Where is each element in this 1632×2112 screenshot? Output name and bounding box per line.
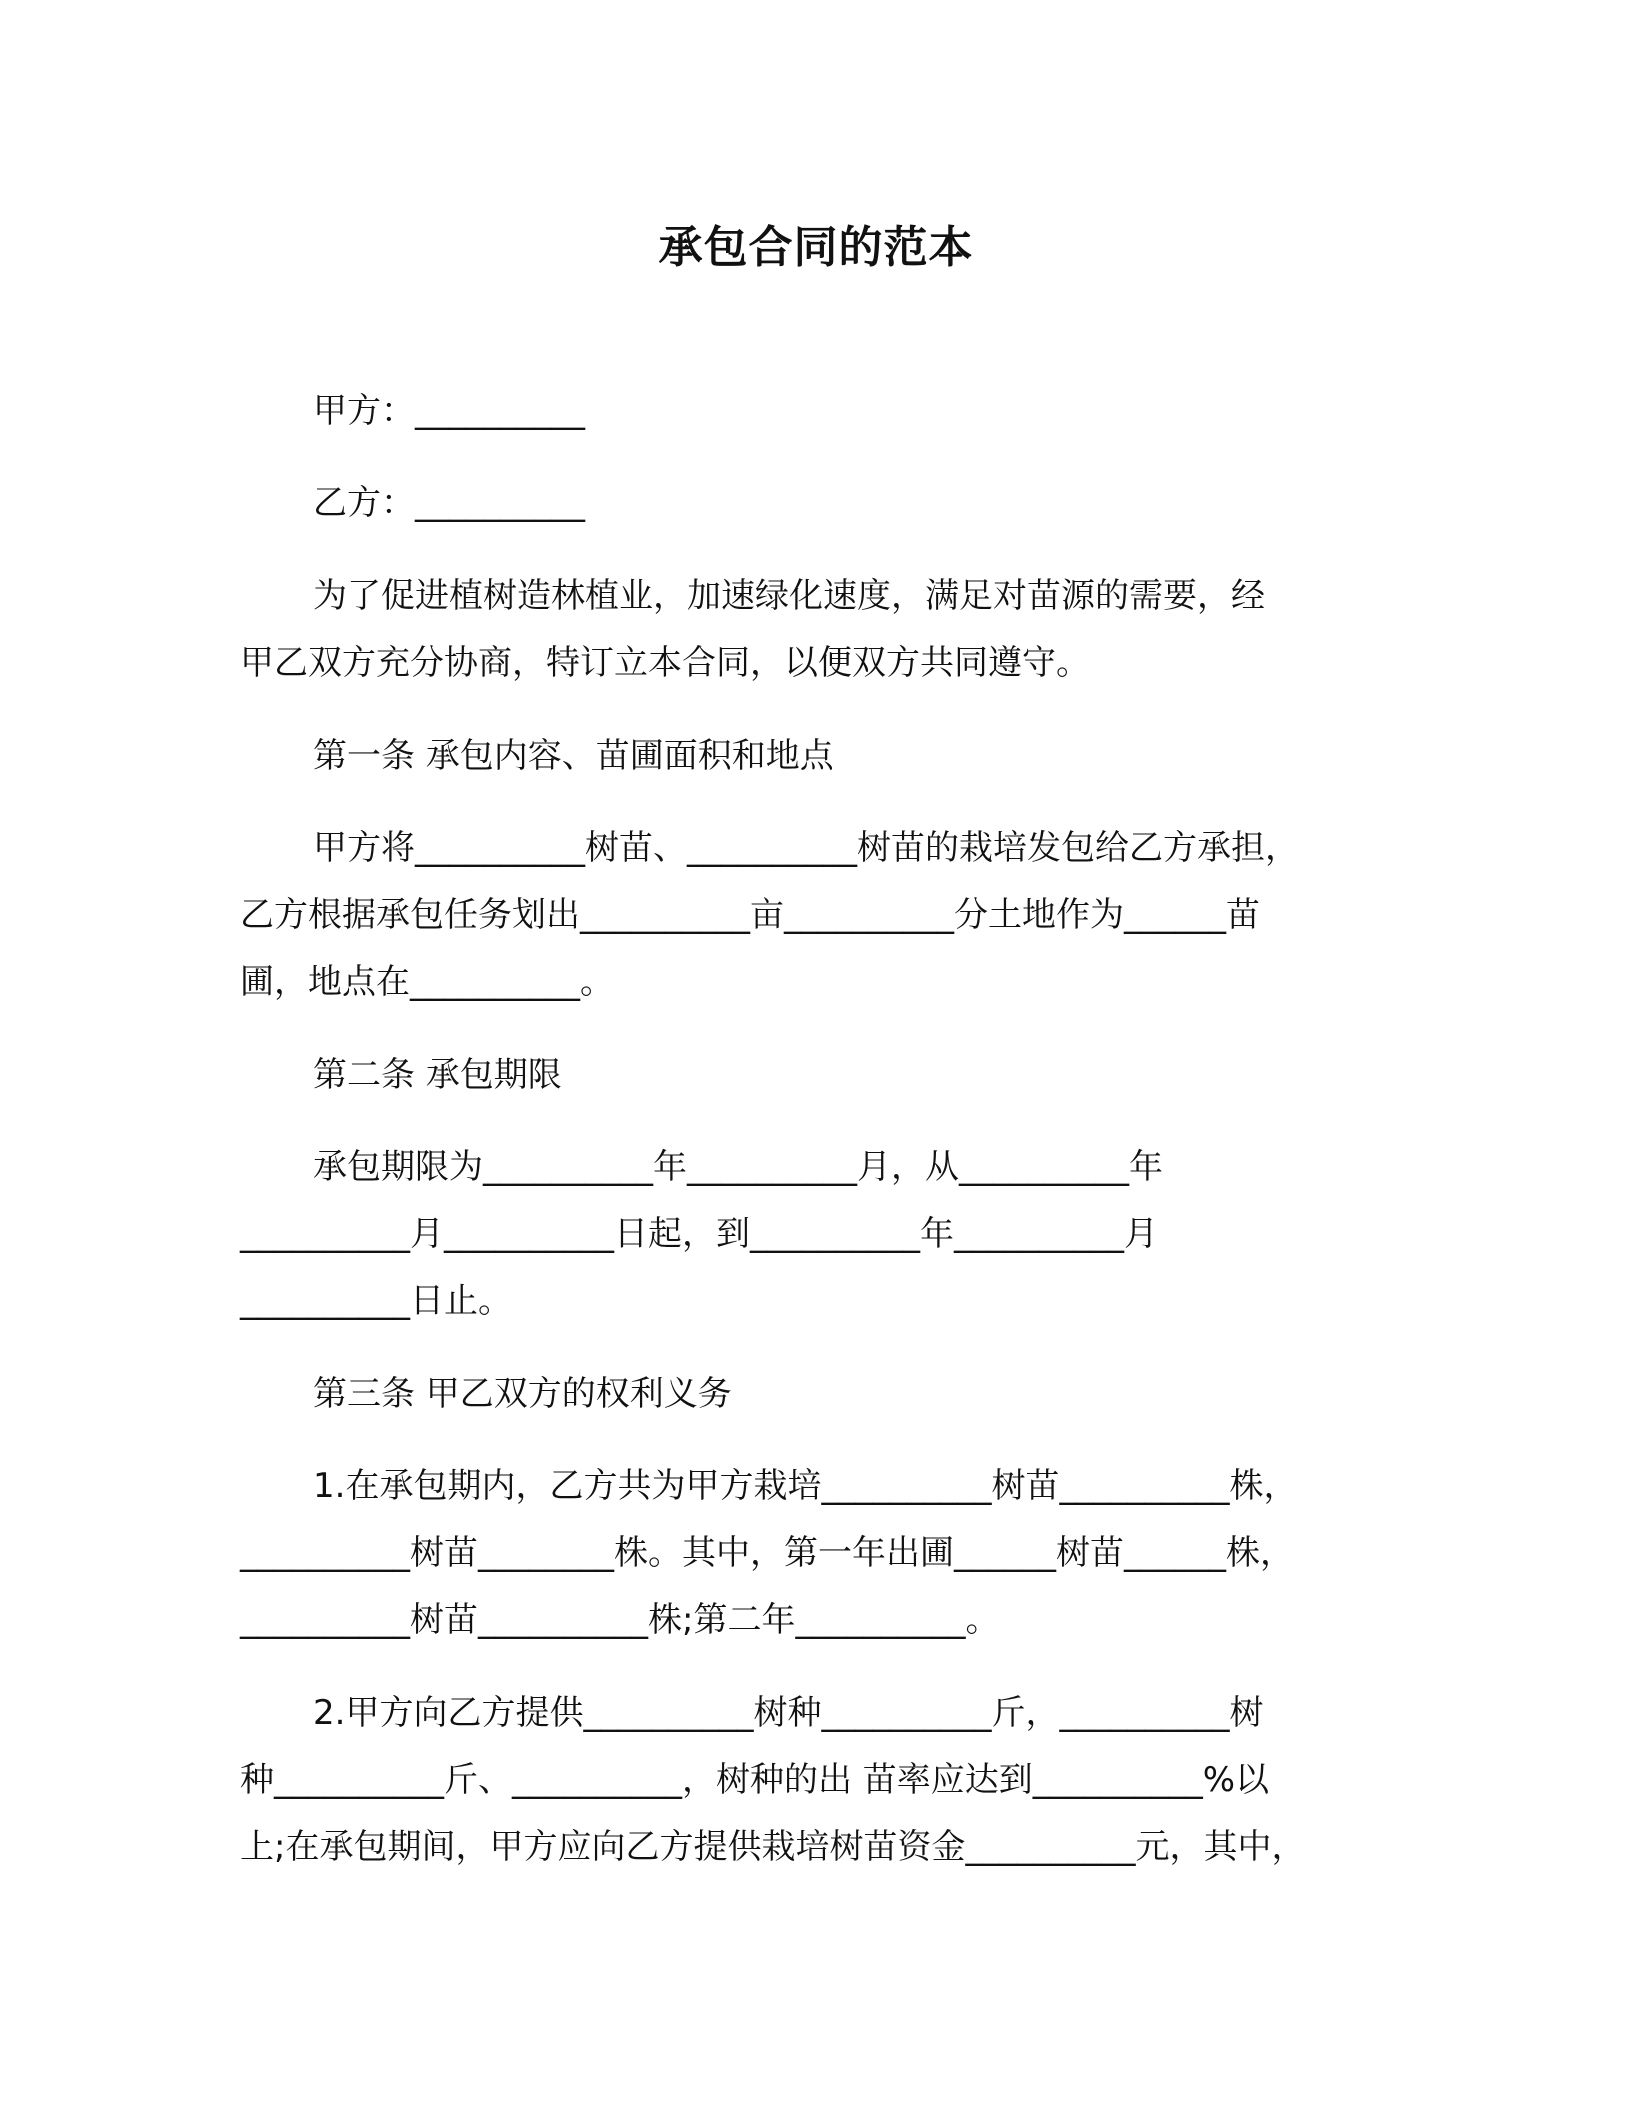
article-1-line-2: 乙方根据承包任务划出__________亩__________分土地作为______苗 [240, 895, 1260, 935]
article-3-item-1-line-2: __________树苗________株。其中，第一年出圃______树苗______株， [240, 1533, 1294, 1573]
article-3-item-2-line-3: 上;在承包期间，甲方应向乙方提供栽培树苗资金__________元，其中， [240, 1827, 1306, 1867]
article-1-heading: 第一条 承包内容、苗圃面积和地点 [313, 736, 834, 776]
document-title: 承包合同的范本 [658, 222, 974, 273]
article-3-item-1-line-3: __________树苗__________株;第二年__________。 [240, 1600, 1000, 1640]
article-2-heading: 第二条 承包期限 [313, 1055, 562, 1095]
party-a-line: 甲方：__________ [313, 391, 585, 431]
article-1-line-1: 甲方将__________树苗、__________树苗的栽培发包给乙方承担， [313, 828, 1299, 868]
article-3-item-2-line-1: 2.甲方向乙方提供__________树种__________斤，__________树 [313, 1693, 1264, 1733]
article-3-item-1-line-1: 1.在承包期内，乙方共为甲方栽培__________树苗__________株， [313, 1466, 1298, 1506]
party-b-line: 乙方：__________ [313, 483, 585, 523]
article-2-line-2: __________月__________日起，到__________年__________月 [240, 1214, 1158, 1254]
article-3-heading: 第三条 甲乙双方的权利义务 [313, 1374, 732, 1414]
intro-line-2: 甲乙双方充分协商，特订立本合同，以便双方共同遵守。 [240, 643, 1090, 683]
article-2-line-1: 承包期限为__________年__________月，从__________年 [313, 1147, 1163, 1187]
intro-line-1: 为了促进植树造林植业，加速绿化速度，满足对苗源的需要，经 [313, 576, 1265, 616]
article-1-line-3: 圃，地点在__________。 [240, 962, 614, 1002]
article-3-item-2-line-2: 种__________斤、__________，树种的出 苗率应达到__________%以 [240, 1760, 1270, 1800]
article-2-line-3: __________日止。 [240, 1281, 512, 1321]
